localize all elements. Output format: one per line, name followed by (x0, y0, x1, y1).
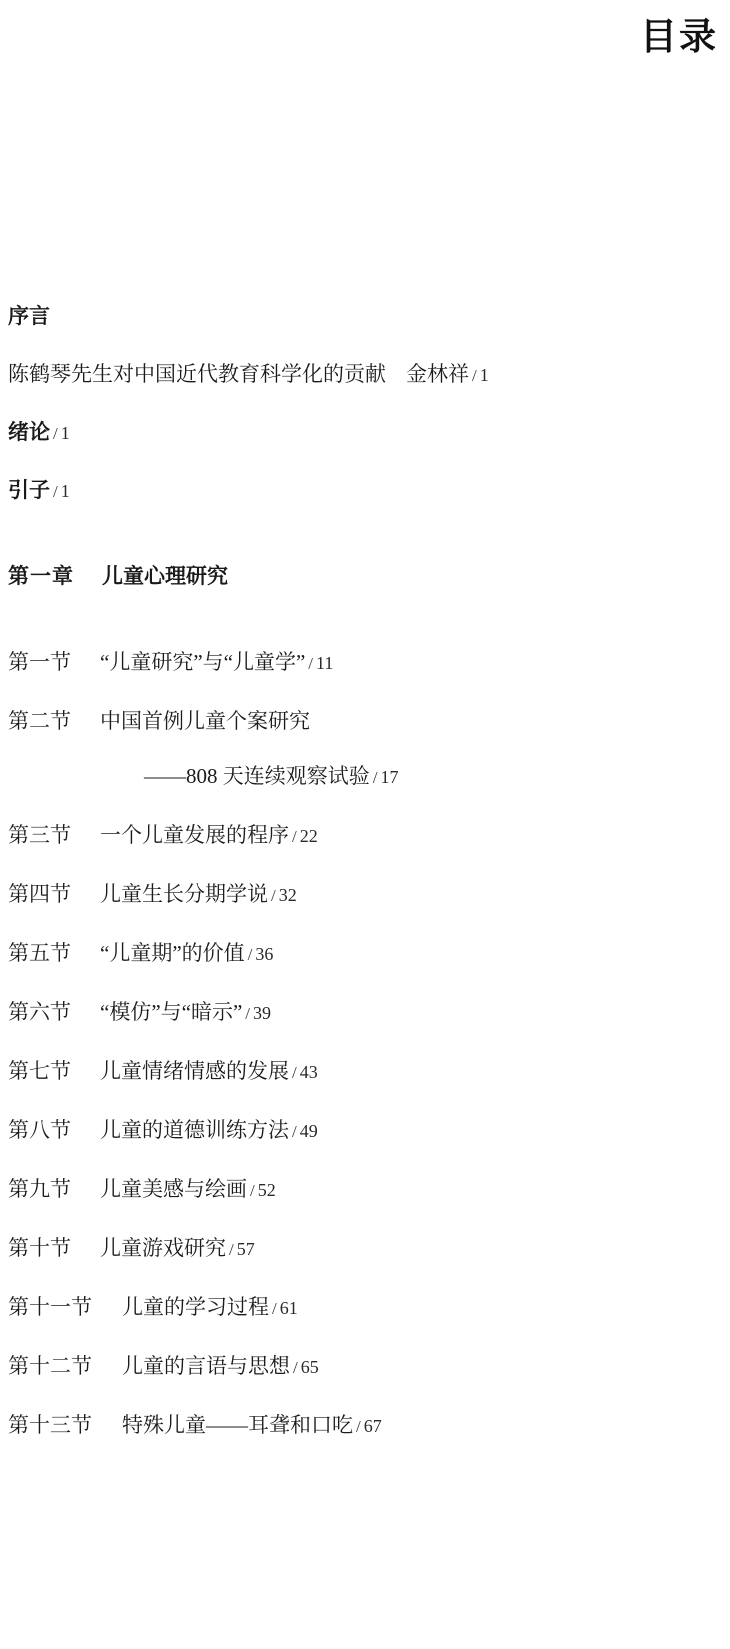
section-page: 17 (380, 767, 399, 787)
section-title: 儿童的言语与思想 (122, 1354, 290, 1378)
preface-entry-text: 陈鹤琴先生对中国近代教育科学化的贡献 (8, 362, 386, 386)
introduction-separator: / (53, 424, 58, 443)
list-item (8, 937, 722, 967)
section-number: 第三节 (8, 823, 71, 847)
introduction-label: 绪论 (8, 420, 50, 444)
section-number: 第五节 (8, 941, 71, 965)
foreword-label: 引子 (8, 478, 50, 502)
list-item (8, 1291, 722, 1321)
section-number: 第一节 (8, 650, 71, 674)
section-page: 22 (299, 826, 318, 846)
section-number: 第九节 (8, 1177, 71, 1201)
section-title: 儿童生长分期学说 (100, 882, 268, 906)
section-number: 第二节 (8, 709, 71, 733)
section-number: 第十二节 (8, 1354, 92, 1378)
section-title: 儿童美感与绘画 (100, 1177, 247, 1201)
section-separator: / (292, 1122, 297, 1141)
preface-entry-author: 金林祥 (406, 362, 469, 386)
section-list (8, 646, 722, 1439)
foreword-page: 1 (60, 481, 70, 501)
section-page: 67 (363, 1416, 382, 1436)
section-number: 第十三节 (8, 1413, 92, 1437)
section-number: 第八节 (8, 1118, 71, 1142)
section-page: 11 (316, 653, 334, 673)
toc-content (8, 300, 722, 1468)
list-item (8, 1055, 722, 1085)
list-item (8, 878, 722, 908)
section-separator: / (271, 886, 276, 905)
section-separator: / (247, 945, 253, 964)
section-page: 43 (299, 1062, 318, 1082)
list-item (8, 1232, 722, 1262)
chapter-title: 儿童心理研究 (102, 564, 228, 588)
section-title: 一个儿童发展的程序 (100, 823, 289, 847)
foreword-entry (8, 474, 722, 504)
preface-entry (8, 358, 722, 388)
section-separator: / (356, 1417, 361, 1436)
section-number: 第七节 (8, 1059, 71, 1083)
preface-entry-separator: / (472, 366, 477, 385)
preface-heading: 序言 (8, 304, 50, 328)
section-separator: / (292, 1063, 297, 1082)
section-title: 儿童的学习过程 (122, 1295, 269, 1319)
section-page: 52 (257, 1180, 276, 1200)
section-title: 儿童的道德训练方法 (100, 1118, 289, 1142)
page-title: 目录 (640, 17, 718, 58)
section-number: 第十节 (8, 1236, 71, 1260)
section-title: “儿童期”的价值 (100, 941, 245, 965)
preface-entry-page: 1 (479, 365, 489, 385)
section-number: 第四节 (8, 882, 71, 906)
front-matter (8, 300, 722, 504)
section-title: 特殊儿童——耳聋和口吃 (122, 1413, 353, 1437)
list-item (8, 996, 722, 1026)
list-item (8, 1173, 722, 1203)
introduction-entry (8, 416, 722, 446)
section-title: 中国首例儿童个案研究 (100, 709, 310, 733)
section-separator: / (293, 1358, 298, 1377)
list-item (8, 646, 722, 676)
section-title: “儿童研究”与“儿童学” (100, 650, 306, 674)
section-separator: / (292, 827, 297, 846)
list-item (8, 1350, 722, 1380)
section-page: 49 (299, 1121, 318, 1141)
chapter-number: 第一章 (8, 564, 74, 588)
foreword-separator: / (53, 482, 58, 501)
section-separator: / (250, 1181, 255, 1200)
section-separator: / (372, 768, 378, 787)
chapter-heading (8, 560, 722, 590)
section-page: 61 (279, 1298, 298, 1318)
section-separator: / (308, 654, 314, 673)
list-item-continuation (8, 760, 722, 790)
list-item (8, 819, 722, 849)
section-page: 32 (278, 885, 297, 905)
section-separator: / (245, 1004, 251, 1023)
section-title: 儿童情绪情感的发展 (100, 1059, 289, 1083)
section-title: “模仿”与“暗示” (100, 1000, 243, 1024)
section-page: 57 (236, 1239, 255, 1259)
section-page: 36 (255, 944, 274, 964)
section-page: 65 (300, 1357, 319, 1377)
section-separator: / (272, 1299, 277, 1318)
section-number: 第六节 (8, 1000, 71, 1024)
section-subtitle: ——808 天连续观察试验 (144, 764, 370, 788)
list-item (8, 705, 722, 735)
section-number: 第十一节 (8, 1295, 92, 1319)
introduction-page: 1 (60, 423, 70, 443)
section-page: 39 (253, 1003, 272, 1023)
list-item (8, 1409, 722, 1439)
section-title: 儿童游戏研究 (100, 1236, 226, 1260)
section-separator: / (229, 1240, 234, 1259)
list-item (8, 1114, 722, 1144)
